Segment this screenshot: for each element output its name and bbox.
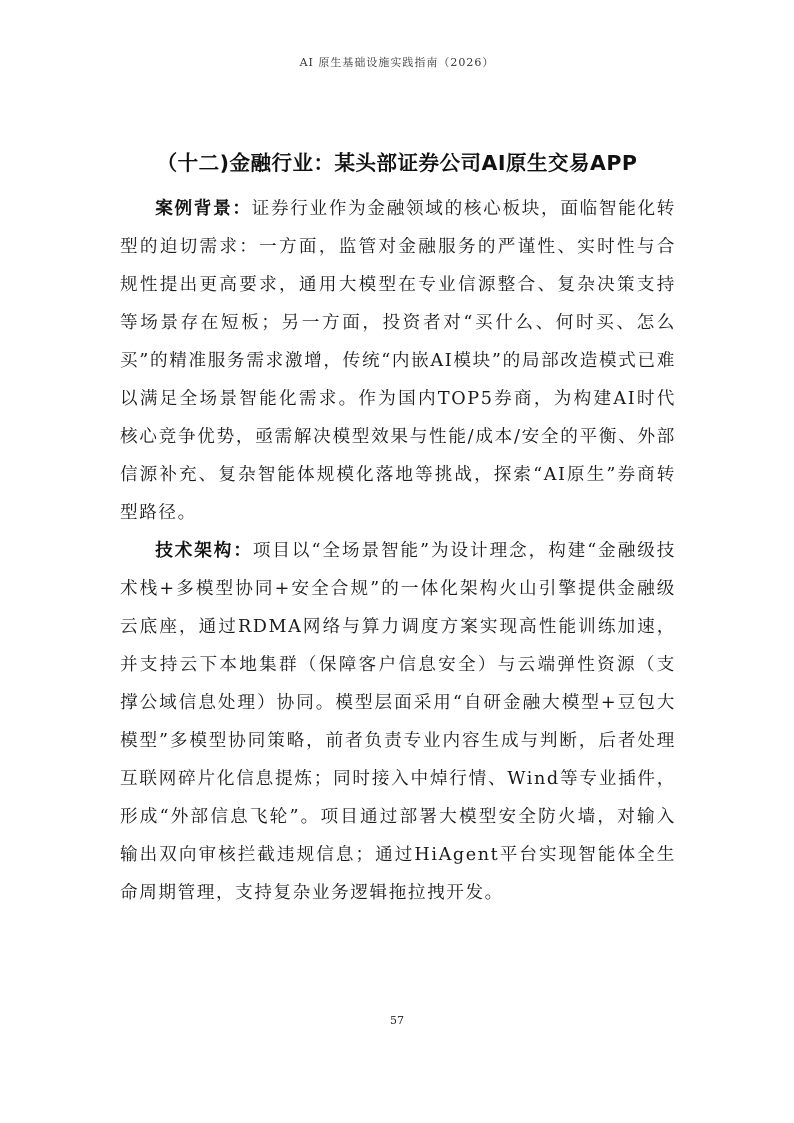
paragraph-lead: 案例背景： [155, 199, 252, 219]
running-header: AI 原生基础设施实践指南（2026） [299, 56, 495, 69]
paragraph-body: 项目以“全场景智能”为设计理念，构建“金融级技术栈+多模型协同+安全合规”的一体化架构火山引擎提供金融级云底座，通过RDMA网络与算力调度方案实现高性能训练加速，并支持云下本地集群（保障客户信息安全）与云端弹性资源（支撑公域信息处理）协同。模型层面采用“自研金融大模型+豆包大模型”多模型协同策略，前者负责专业内容生成与判断，后者处理互联网碎片化信息提炼；同时接入中焯行情、Wind等专业插件，形成“外部信息飞轮”。项目通过部署大模型安全防火墙，对输入输出双向审核拦截违规信息；通过HiAgent平台实现智能体全生命周期管理，支持复杂业务逻辑拖拉拽开发。 [120, 541, 676, 903]
paragraph-case-background [120, 190, 676, 532]
section-title: （十二)金融行业：某头部证券公司AI原生交易APP [156, 151, 638, 175]
paragraph-tech-architecture [120, 532, 676, 912]
paragraph-lead: 技术架构： [155, 541, 253, 561]
page-number: 57 [390, 1014, 404, 1027]
body-text [120, 190, 676, 912]
paragraph-body: 证券行业作为金融领域的核心板块，面临智能化转型的迫切需求：一方面，监管对金融服务的严谨性、实时性与合规性提出更高要求，通用大模型在专业信源整合、复杂决策支持等场景存在短板；另一方面，投资者对“买什么、何时买、怎么买”的精准服务需求激增，传统“内嵌AI模块”的局部改造模式已难以满足全场景智能化需求。作为国内TOP5券商，为构建AI时代核心竞争优势，亟需解决模型效果与性能/成本/安全的平衡、外部信源补充、复杂智能体规模化落地等挑战，探索“AI原生”券商转型路径。 [120, 199, 676, 523]
